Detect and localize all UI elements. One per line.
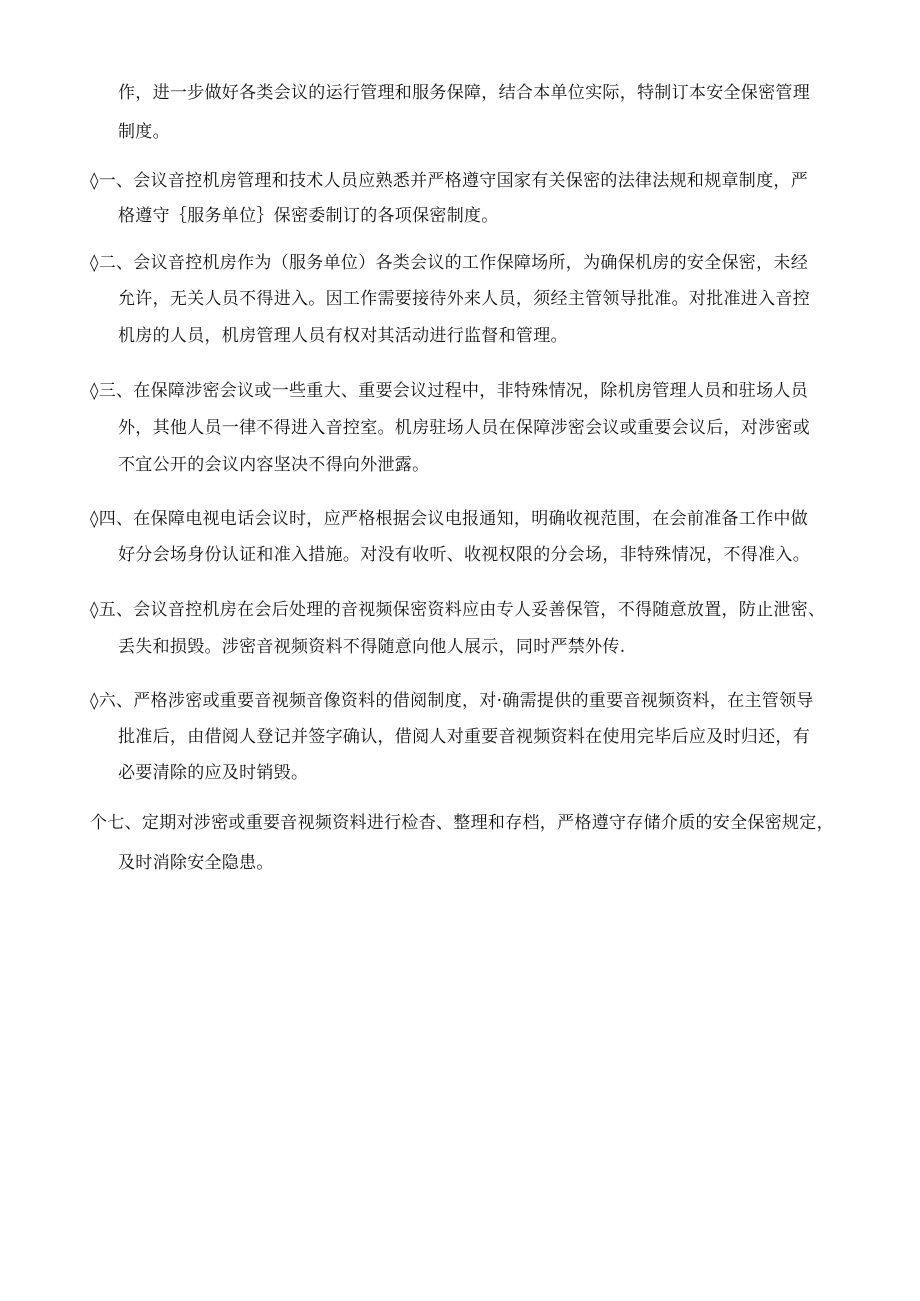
paragraph-line: 制度。 xyxy=(118,122,170,142)
paragraph-line: 外，其他人员一律不得进入音控室。机房驻场人员在保障涉密会议或重要会议后，对涉密或 xyxy=(118,418,810,438)
paragraph-line: 不宜公开的会议内容坚决不得向外泄露。 xyxy=(118,455,430,475)
paragraph-line: ◊六、严格涉密或重要音视频音像资料的借阅制度，对·确需提供的重要音视频资料，在主管领导 xyxy=(90,691,814,711)
paragraph-line: ◊五、会议音控机房在会后处理的音视频保密资料应由专人妥善保管，不得随意放置，防止泄密、 xyxy=(90,600,826,620)
paragraph-line: 允许，无关人员不得进入。因工作需要接待外来人员，须经主管领导批准。对批准进入音控 xyxy=(118,289,810,309)
paragraph-line: ◊二、会议音控机房作为（服务单位）各类会议的工作保障场所，为确保机房的安全保密，未经 xyxy=(90,253,808,273)
paragraph-line: 个七、定期对涉密或重要音视频资料进行检杳、整理和存档，严格遵守存储介质的安全保密规定， xyxy=(90,813,834,833)
paragraph-line: ◊四、在保障电视电话会议时，应严格根据会议电报通知，明确收视范围，在会前准备工作中做 xyxy=(90,509,808,529)
paragraph-line: 作，进一步做好各类会议的运行管理和服务保障，结合本单位实际，特制订本安全保密管理 xyxy=(118,83,810,103)
paragraph-line: ◊三、在保障涉密会议或一些重大、重要会议过程中，非特殊情况，除机房管理人员和驻场人员 xyxy=(90,381,808,401)
paragraph-line: 机房的人员，机房管理人员有权对其活动进行监督和管理。 xyxy=(118,326,568,346)
paragraph-line: 必要清除的应及时销毁。 xyxy=(118,763,309,783)
paragraph-line: 丢失和损毁。涉密音视频资料不得随意向他人展示，同时严禁外传. xyxy=(118,637,626,657)
paragraph-line: 及时消除安全隐患。 xyxy=(118,853,274,873)
paragraph-line: 好分会场身份认证和准入措施。对没有收听、收视权限的分会场，非特殊情况，不得准入。 xyxy=(118,545,810,565)
paragraph-line: 批准后，由借阅人登记并签字确认，借阅人对重要音视频资料在使用完毕后应及时归还，有 xyxy=(118,727,810,747)
paragraph-line: 格遵守｛服务单位｝保密委制订的各项保密制度。 xyxy=(118,206,499,226)
paragraph-line: ◊一、会议音控机房管理和技术人员应熟悉并严格遵守国家有关保密的法律法规和规章制度，严 xyxy=(90,171,808,191)
